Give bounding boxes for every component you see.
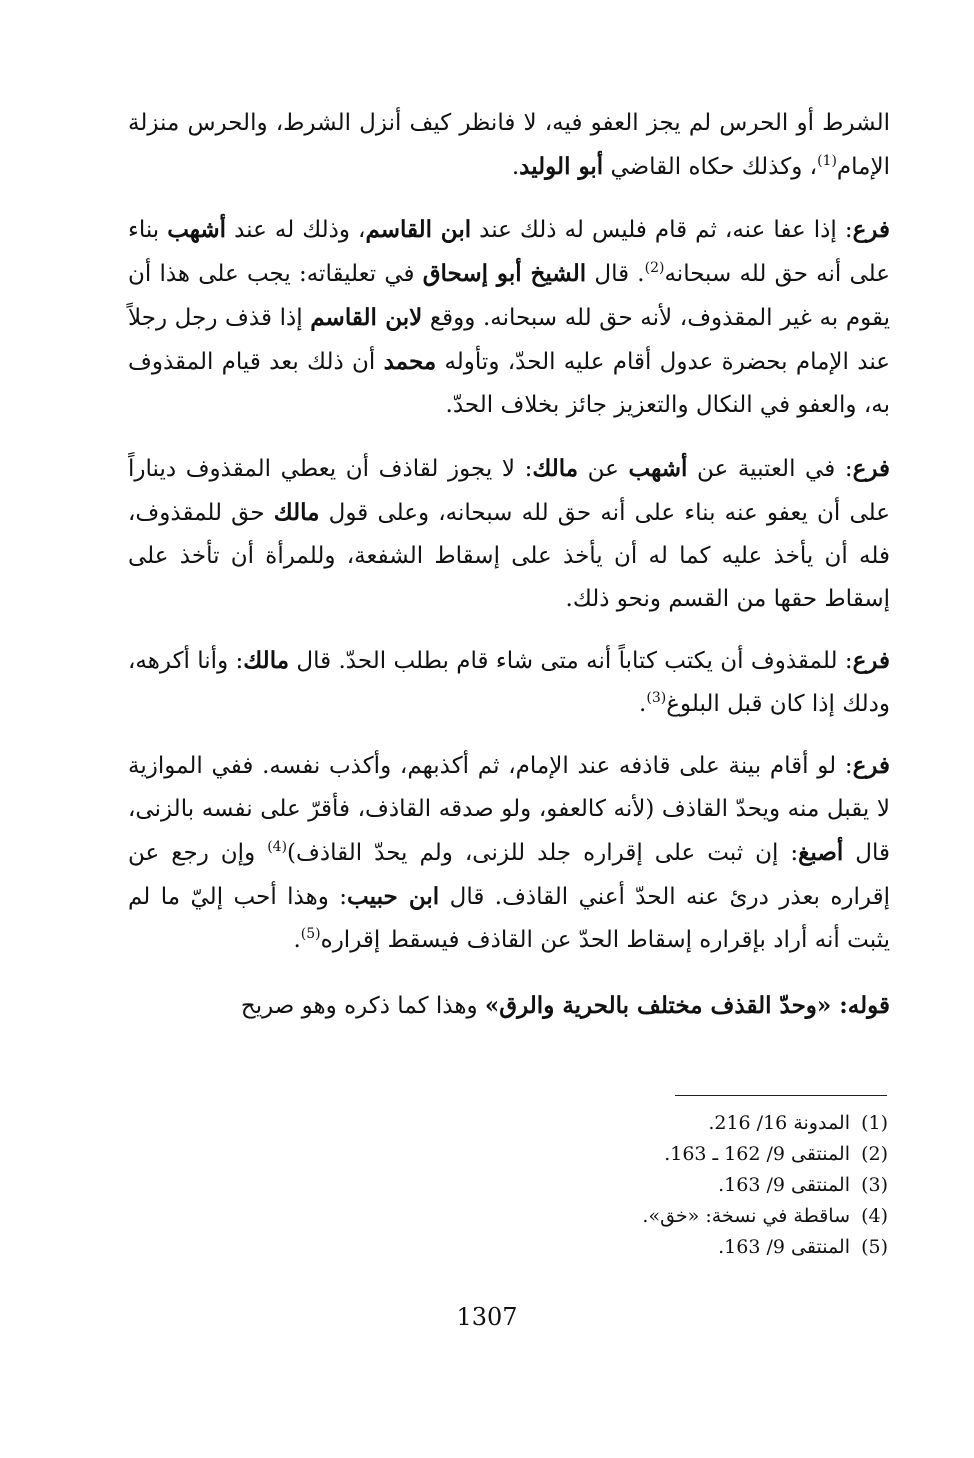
text-run: . [293,927,301,953]
paragraph-4 [128,639,890,726]
bold-name: أشهب [628,455,688,482]
bold-name: ابن القاسم [365,216,472,243]
bold-quote: قوله: «وحدّ القذف مختلف بالحرية والرق» [484,992,890,1019]
bold-name: أبو الوليد [519,153,604,180]
text-run: : للمقذوف أن يكتب كتاباً أنه متى شاء قام بطلب الحدّ. قال [289,648,853,674]
bold-name: أصبغ [798,839,844,866]
paragraph-5 [128,744,890,962]
text-run: . [639,691,647,717]
footnote-ref-4: (4) [267,839,288,855]
text-run: الشرط أو الحرس لم يجز العفو فيه، لا فانظر كيف أنزل الشرط، والحرس منزلة الإمام [128,110,890,180]
text-run: أن ذلك بعد قيام المقذوف به، والعفو في النكال والتعزيز جائز بخلاف الحدّ. [128,349,890,418]
bold-heading: فرع [852,455,891,482]
bold-name: لابن القاسم [310,304,423,331]
paragraph-1 [128,102,890,189]
paragraph-2 [128,208,890,427]
footnote-1 [540,1108,888,1139]
text-run: في تعليقاته: يجب على هذا أن يقوم به غير المقذوف، لأنه حق لله سبحانه. ووقع [128,261,891,331]
footnote-text: المدونة 16/ 216. [708,1112,850,1134]
bold-heading: فرع [852,647,890,674]
text-run: بناء على أنه حق لله سبحانه [128,217,890,287]
text-run: وهذا كما ذكره وهو صريح [240,993,485,1019]
paragraph-3 [128,447,890,621]
bold-name: محمد [383,348,437,375]
text-run: : لا يجوز لقاذف أن يعطي المقذوف ديناراً على أن يعفو عنه بناء على أنه حق لله سبحانه، وعلى قول [128,456,890,526]
footnote-4 [540,1201,888,1232]
bold-name: الشيخ أبو إسحاق [422,260,587,287]
page-number: 1307 [456,1303,518,1331]
footnote-ref-5: (5) [300,926,321,942]
footnote-separator [675,1095,887,1096]
footnote-5 [540,1232,888,1263]
text-run: : لو أقام بينة على قاذفه عند الإمام، ثم أكذبهم، وأكذب نفسه. ففي الموازية لا يقبل منه ويحدّ القاذف (لأنه كالعفو، ولو صدقه القاذف، فأقرّ على نفسه بالزنى، قال [128,753,890,866]
footnote-number: (2) [861,1143,888,1165]
footnote-number: (4) [861,1205,888,1227]
footnote-3 [540,1170,888,1201]
text-run: إذا قذف رجل رجلاً عند الإمام بحضرة عدول أقام عليه الحدّ، وتأوله [128,305,890,375]
bold-name: مالك [243,647,290,674]
footnote-ref-3: (3) [646,690,667,706]
text-run: : إذا عفا عنه، ثم قام فليس له ذلك عند [471,217,853,243]
footnote-2 [540,1139,888,1170]
text-run: . [511,154,520,180]
text-run: : إن ثبت على إقراره جلد للزنى، ولم يحدّ القاذف) [287,840,799,866]
paragraph-6 [128,984,890,1028]
footnote-text: ساقطة في نسخة: «خق». [642,1205,850,1227]
text-run: ، وذلك له عند [226,217,366,243]
footnote-text: المنتقى 9/ 163. [718,1174,850,1196]
bold-heading: فرع [852,216,890,243]
text-run: : وهذا أحب إليّ ما لم يثبت أنه أراد بإقراره إسقاط الحدّ عن القاذف فيسقط إقراره [128,884,890,953]
footnote-text: المنتقى 9/ 162 ـ 163. [664,1143,850,1165]
bold-name: ابن حبيب [347,883,440,910]
text-run: : في العتبية عن [687,456,853,482]
bold-heading: فرع [852,752,890,779]
text-run: وإن رجع عن إقراره بعذر درئ عنه الحدّ أعني القاذف. قال [128,840,891,910]
text-run: حق للمقذوف، فله أن يأخذ عليه كما له أن يأخذ على إسقاط الشفعة، وللمرأة أن تأخذ على إسقاط حقها من القسم ونحو ذلك. [128,500,890,612]
footnote-ref-2: (2) [644,260,665,276]
text-run: عن [578,456,629,482]
text-run: . قال [586,261,645,287]
main-text [128,102,890,1028]
text-run: ، وكذلك حكاه القاضي [603,154,818,180]
text-run: : وأنا أكرهه، ودلك إذا كان قبل البلوغ [128,648,890,717]
footnote-ref-1: (1) [817,153,837,169]
bold-name: أشهب [167,216,227,243]
footnote-number: (3) [861,1174,888,1196]
bold-name: مالك [532,455,579,482]
bold-name: مالك [273,499,320,526]
footnote-text: المنتقى 9/ 163. [718,1236,850,1258]
footnote-number: (1) [861,1112,888,1134]
footnote-number: (5) [861,1236,888,1258]
footnotes [540,1108,888,1263]
